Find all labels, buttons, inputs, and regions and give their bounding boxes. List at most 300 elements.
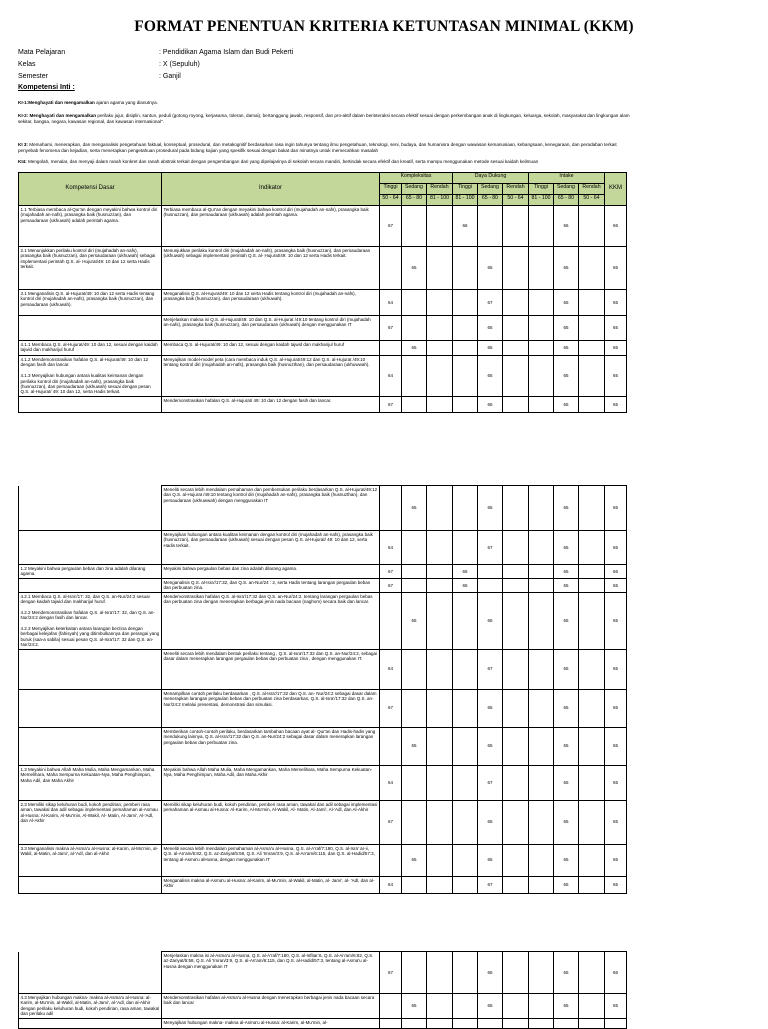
score-cell [579,727,605,765]
header-level: Rendah [427,184,453,195]
table-row [19,800,627,844]
kkm-table-section-2 [18,485,627,894]
score-cell [427,765,453,800]
score-cell [529,356,554,397]
score-cell [427,800,453,844]
score-cell: 65 [554,396,579,412]
score-cell [478,565,503,579]
score-cell [453,994,478,1019]
score-cell [503,531,529,565]
score-cell: 65 [554,727,579,765]
score-cell [529,341,554,356]
header-level: Tinggi [453,184,478,195]
kompetensi-inti-heading: Kompetensi Inti : [18,84,75,91]
score-cell: 65 [554,565,579,579]
score-cell [380,341,402,356]
score-cell [478,206,503,247]
score-cell: 65 [554,486,579,531]
score-cell [453,727,478,765]
score-cell [579,578,605,592]
score-cell [579,649,605,689]
header-range: 50 - 64 [380,195,402,206]
table-row [19,952,627,994]
score-cell: 65 [402,486,427,531]
score-cell: 65 [478,396,503,412]
score-cell [402,765,427,800]
score-cell [579,689,605,727]
score-cell: 65 [478,247,503,290]
kkm-table-section-1 [18,172,627,413]
score-cell [503,1018,529,1028]
header-range: 81 - 100 [453,195,478,206]
page-title: FORMAT PENENTUAN KRITERIA KETUNTASAN MINIMAL (KKM) [134,18,634,35]
kkm-value-cell: 66 [605,565,627,579]
score-cell: 67 [380,206,402,247]
kkm-value-cell: 65 [605,994,627,1019]
kkm-value-cell: 65 [605,341,627,356]
score-cell: 65 [402,844,427,876]
score-cell [453,341,478,356]
score-cell [503,800,529,844]
table-row [19,649,627,689]
meta-label: Mata Pelajaran [18,49,66,56]
score-cell: 64 [380,649,402,689]
header-group-daya-dukung: Daya Dukung [453,173,529,184]
score-cell [402,689,427,727]
kompetensi-dasar-cell: 3.1 Menganalisis Q.S. al-Hujurat/49: 10 dan 12 serta Hadis tentang kontrol diri (mujahadah an-nafs), prasangka baik (husnuzzan), dan persaudaraan (ukhuwah). [19,290,162,316]
kkm-table-section-3 [18,951,627,1029]
ki-head: KI-2: Menghayati dan mengamalkan [18,113,97,118]
meta-value: : Pendidikan Agama Islam dan Budi Pekerti [159,49,294,56]
score-cell [529,765,554,800]
score-cell: 65 [554,952,579,994]
score-cell: 67 [478,765,503,800]
score-cell [453,396,478,412]
header-level: Tinggi [529,184,554,195]
indikator-cell: Mendemonstrasikan hafalan Q.S. al-Isra'/17:32 dan Q.S. an-Nur/24:2, tentang larangan pergaulan bebas dan perbuatan zina dengan menerapkan berbagai jenis nada bacaan (naghom) secara baik dan lancar. [162,592,380,649]
score-cell [529,592,554,649]
score-cell [402,356,427,397]
score-cell [503,356,529,397]
ki-text: ajaran agama yang dianutnya. [94,100,158,105]
score-cell [503,765,529,800]
header-level: Tinggi [380,184,402,195]
header-range: 81 - 100 [529,195,554,206]
score-cell: 67 [380,952,402,994]
score-cell [453,952,478,994]
table-row [19,341,627,356]
score-cell [453,531,478,565]
score-cell [579,994,605,1019]
score-cell: 65 [554,800,579,844]
kkm-value-cell: 65 [605,531,627,565]
score-cell [402,578,427,592]
kompetensi-dasar-cell [19,952,162,994]
score-cell [402,290,427,316]
indikator-cell: Mendemonstrasikan hafalan al-Asma'u al-Husna dengan menerapkan berbagai jenis nada bacaan secara baik dan lancar [162,994,380,1019]
score-cell [529,247,554,290]
score-cell [427,247,453,290]
score-cell [503,649,529,689]
score-cell [453,316,478,341]
score-cell: 65 [402,341,427,356]
header-level: Rendah [579,184,605,195]
ki-head: KI 3: [18,142,28,147]
header-range: 50 - 64 [503,195,529,206]
score-cell [427,531,453,565]
score-cell: 65 [554,689,579,727]
score-cell [529,565,554,579]
indikator-cell: Meneliti secara lebih mendalam pemahaman dan pembentukan perilaku berdasarkan Q.S. al-Hujurat/49:12 dan Q.S. al-Hujurat /49:10 tentang kontrol diri (mujahadah an-nafs), prasangka baik (husnuzthan), dan persaudaraan (ukhuwwah) dengan menggunakan IT [162,486,380,531]
score-cell: 65 [402,994,427,1019]
score-cell: 67 [380,800,402,844]
indikator-cell: Meneliti secara lebih mendalam pemahaman al-Asma'u al-Husna, Q.S. al-A'raf/7:180, Q.S. al-Isra' ar-ii, Q.S. al-An'am/6:82, Q.S. az-Zariyat/5:58, Q.S. Ali 'Imran/3:9, Q.S. al-An'am/6:115, dan Q.S. al-Hadid/57:3, tentang al-Asma'u alHusna, dengan menggunakan IT [162,844,380,876]
score-cell: 65 [554,994,579,1019]
ki-1 [18,100,630,106]
indikator-cell: Menyajikan hubungan antara kualitas keimanan dengan kontrol diri (mujahadah an-nafs), prasangka baik (husnuzzan), dan persaudaraan (ukhuwah) sesuai dengan pesan Q.S. al-Hujurat/ 49: 10 dan 12, serta Hadis terkait. [162,531,380,565]
table-row [19,592,627,649]
table-row [19,316,627,341]
score-cell: 65 [478,316,503,341]
score-cell [402,952,427,994]
score-cell: 65 [554,876,579,893]
kompetensi-dasar-cell: 2.1 Menunjukkan perilaku kontrol diri (mujahadah an-nafs), prasangka baik (husnuzzan), dan persaudaraan (ukhuwah) sebagai implementasi perintah Q.S. al- Hujurat/49: 10 dan 12 serta Hadis terkait. [19,247,162,290]
indikator-cell: Menganalisis Q.S. al-Isra'/17:32, dan Q.S. an-Nur/24 : 2, serta Hadis tentang larangan pergaulan bebas dan perbuatan zina. [162,578,380,592]
score-cell [427,578,453,592]
indikator-cell: Meyakini bahwa Allah Maha Mulia, Maha Mengamankan, Maha Memelihara, Maha Sempurna Kekuatan-Nya, Maha Penghimpun, Maha Adil, dan Maha Akhir [162,765,380,800]
kompetensi-dasar-cell [19,396,162,412]
score-cell [529,486,554,531]
score-cell [503,578,529,592]
score-cell [529,952,554,994]
indikator-cell: Menganalisis Q.S. al-Hujurat/49: 10 dan 12 serta Hadis tentang kontrol diri (mujahadah an-nafs), prasangka baik (husnuzzan), dan persaudaraan (ukhuwah). [162,290,380,316]
header-range: 50 - 64 [579,195,605,206]
indikator-cell: Menunjukkan perilaku kontrol diri (mujahadah an-nafs), prasangka baik (husnuzzan), dan persaudaraan (ukhuwah) sebagai implementasi perintah Q.S. al- Hujurat/49: 10 dan 12 serta Hadis terkait. [162,247,380,290]
table-row [19,206,627,247]
score-cell [529,316,554,341]
header-indikator: Indikator [162,173,380,206]
score-cell [380,727,402,765]
score-cell [402,565,427,579]
kompetensi-dasar-cell: 4.1.2 Mendemonstrasikan hafalan Q.S. al-Hujurat/49: 10 dan 12 dengan fasih dan lancar. 4.1.3 Menyajikan hubungan antara kualitas keimanan dengan perilaku kontrol diri (mujahadah an-nafs), prasangka baik (husnuzzan), dan persaudaraan (ukhuwah) sesuai dengan pesan Q.S. al-Hujurat/ 49: 10 dan 12, serta Hadis terkait. [19,356,162,397]
score-cell [402,876,427,893]
score-cell [503,486,529,531]
meta-value: : X (Sepuluh) [159,61,200,68]
score-cell [503,247,529,290]
score-cell [402,800,427,844]
score-cell [478,1018,503,1028]
score-cell [402,1018,427,1028]
kkm-value-cell: 65 [605,396,627,412]
score-cell [503,592,529,649]
score-cell [427,290,453,316]
kompetensi-dasar-cell [19,727,162,765]
score-cell: 65 [554,247,579,290]
score-cell [453,844,478,876]
score-cell [579,247,605,290]
kompetensi-dasar-cell [19,1018,162,1028]
header-group-intake: Intake [529,173,605,184]
score-cell [529,876,554,893]
indikator-cell: Terbiasa membaca al-Qur'an dengan meyakini bahwa kontrol diri (mujahadah an-nafs), prasangka baik (husnuzzan), dan persaudaraan (ukhuwah) adalah perintah agama. [162,206,380,247]
indikator-cell: Menjelaskan makna isi Q.S. al-Hujurat/49: 10 dan Q.S. al-Hujurat /49:10 tentang kontrol diri (mujahadah an-nafs), prasangka baik (husnuzzan), dan persaudaraan (ukhuwah) dengan menggunakan IT [162,316,380,341]
kkm-value-cell: 65 [605,592,627,649]
score-cell: 65 [453,565,478,579]
kompetensi-dasar-cell [19,689,162,727]
kompetensi-dasar-cell: 1.2 Meyakini bahwa pergaulan bebas dan zina adalah dilarang agama. [19,565,162,579]
score-cell: 67 [380,578,402,592]
score-cell [402,396,427,412]
score-cell: 65 [554,356,579,397]
score-cell [427,994,453,1019]
header-range: 65 - 80 [478,195,503,206]
header-level: Sedang [402,184,427,195]
meta-value: : Ganjil [159,73,181,80]
score-cell [579,486,605,531]
header-range: 65 - 80 [554,195,579,206]
kompetensi-dasar-cell: 2.3 Memiliki sikap keluhuran budi, kokoh pendirian, pemberi rasa aman, tawakal dan adil sebagai implementasi pemahaman al-Asmau al-Husna: Al-Karim, Al-Mu'min, Al-Wakil, Al- Matin, Al-Jami', Al-'Adl, dan Al-Akhir [19,800,162,844]
score-cell [427,206,453,247]
score-cell: 65 [554,341,579,356]
score-cell [503,316,529,341]
table-row [19,356,627,397]
score-cell [453,1018,478,1028]
indikator-cell: Meyakini bahwa pergaulan bebas dan zina adalah dilarang agama. [162,565,380,579]
score-cell [579,800,605,844]
ki-4 [18,159,630,165]
score-cell [529,844,554,876]
kkm-value-cell: 65 [605,765,627,800]
indikator-cell: Menampilkan contoh perilaku berdasarkan , Q.S. al-Isra'/17:32 dan Q.S. an- Nur/24:2 sebagai dasar dalam menerapkan larangan pergaulan bebas dan perbuatan zina berdasarkan, Q.S. al-Isra'/17:32 dan Q.S. an-Nur/24:2 melalui presentasi, demonstrasi dan simulasi. [162,689,380,727]
score-cell: 65 [554,592,579,649]
header-level: Sedang [478,184,503,195]
score-cell: 65 [478,844,503,876]
score-cell [503,341,529,356]
score-cell [427,1018,453,1028]
score-cell [453,800,478,844]
score-cell [579,844,605,876]
table-row [19,486,627,531]
indikator-cell: Menyajikan model-model peta (cara membaca induk Q.S. al-Hujurat/49:12 dan Q.S. al-Hujurat /49:10 tentang kontrol diri (mujahadah an-nafs), prasangka baik (husnuzthan), dan persaudaraan (ukhuwwah). [162,356,380,397]
score-cell [380,247,402,290]
score-cell [503,844,529,876]
score-cell: 67 [380,565,402,579]
score-cell [478,578,503,592]
score-cell [453,649,478,689]
table-row [19,689,627,727]
kkm-value-cell: 65 [605,290,627,316]
score-cell [529,578,554,592]
score-cell [529,727,554,765]
score-cell [503,206,529,247]
score-cell [529,531,554,565]
score-cell [427,952,453,994]
kkm-value-cell [605,1018,627,1028]
kkm-value-cell: 65 [605,844,627,876]
table-row [19,396,627,412]
header-kompetensi-dasar: Kompetensi Dasar [19,173,162,206]
score-cell [380,592,402,649]
score-cell: 65 [478,952,503,994]
header-level: Rendah [503,184,529,195]
score-cell: 67 [478,290,503,316]
meta-label: Kelas [18,61,36,68]
score-cell [380,1018,402,1028]
score-cell: 65 [554,316,579,341]
score-cell [453,290,478,316]
score-cell [503,396,529,412]
kompetensi-dasar-cell: 3.3 Menganalisis makna al-Asma'u al-Husna: al-Karim, al-Mu'min, al-Wakil, al-Matin, al-Jami', al-'Adl, dan al-Akhir [19,844,162,876]
indikator-cell: Memberikan contoh-contoh perilaku, berdasarkan tambahan bacaan ayat al- Qur'an dan Hadis-hadis yang mendukung lainnya, Q.S. al-Isra'/17:32 dan Q.S. an-Nur/24:2 sebagai dasar dalam menerapkan larangan pergaulan bebas dan perbuatan zina. [162,727,380,765]
score-cell [380,486,402,531]
ki-text: perilaku jujur, disiplin, santun, peduli (gotong royong, kerjasama, toleran, damai), bertanggung jawab, responsif, dan pro-aktif dalam berinteraksi secara efektif sesuai dengan perkembangan anak di lingkungan, keluarga, sekolah, masyarakat dan lingkungan alam sekitar, bangsa, negara, kawasan regional, dan kawasan internasional". [18,113,630,124]
meta-label: Semester [18,73,48,80]
score-cell [453,689,478,727]
table-row [19,290,627,316]
header-range: 81 - 100 [427,195,453,206]
kompetensi-dasar-cell [19,578,162,592]
kkm-value-cell: 65 [605,247,627,290]
score-cell [453,247,478,290]
ki-3 [18,142,630,154]
score-cell [529,800,554,844]
ki-head: KI-1:Menghayati dan mengamalkan [18,100,95,105]
score-cell: 67 [380,689,402,727]
ki-text: Memahami, menerapkan, dan menganalisis pengetahuan faktual, konseptual, prosedural, dan metakognitif berdasarkan rasa ingin tahunya tentang ilmu pengetahuan, teknologi, seni, budaya, dan humaniora dengan wawasan kemanusiaan, kebangsaan, kenegaraan, dan peradaban terkait penyebab fenomena dan kejadian, serta menerapkan pengetahuan prosedural pada bidang kajian yang spesifik sesuai dengan bakat dan minatnya untuk memecahkan masalah [18,142,617,153]
indikator-cell: Menjelaskan makna isi al-Asma'u al-Husna, Q.S. al-A'raf/7:180, Q.S. al-Infitar:6, Q.S. al-An'am/6:82, Q.S. az-Zariyat/5:58, Q.S. Ali 'Imran/3:9, Q.S. al-An'am/6:115, dan Q.S. al-Hadid/57:3, tentang al-Asma'u al-Husna dengan menggunakan IT [162,952,380,994]
score-cell: 65 [554,765,579,800]
table-row [19,531,627,565]
score-cell [380,844,402,876]
table-row [19,565,627,579]
score-cell: 65 [402,592,427,649]
score-cell [579,290,605,316]
score-cell [427,689,453,727]
score-cell: 65 [478,800,503,844]
kompetensi-dasar-cell: 1.3 Meyakini bahwa Allah Maha Mulia, Maha Mengamankan, Maha Memelihara, Maha Sempurna Kekuatan-Nya, Maha Penghimpun, Maha Adil, dan Maha Akhir [19,765,162,800]
score-cell [579,356,605,397]
score-cell [529,689,554,727]
score-cell: 65 [554,531,579,565]
score-cell: 65 [478,486,503,531]
kkm-value-cell: 66 [605,952,627,994]
score-cell: 65 [478,341,503,356]
kompetensi-dasar-cell: 4.1.1 Membaca Q.S. al-Hujurat/49: 10 dan 12, sesuai dengan kaidah tajwid dan makharijul huruf [19,341,162,356]
kompetensi-dasar-cell: 4.3 Menyajikan hubungan makna- makna al-Asma'u al-Husna: al-Karim, al-Mu'min, al-Wakil, al-Matin, al-Jami', al-'Adl, dan al-Akhir dengan perilaku keluhuran budi, kokoh pendirian, rasa aman, tawakal dan perilaku adil [19,994,162,1019]
score-cell: 65 [478,727,503,765]
score-cell [427,341,453,356]
table-row [19,994,627,1019]
ki-2 [18,113,630,125]
score-cell [453,876,478,893]
indikator-cell: Memiliki sikap keluhuran budi, kokoh pendirian, pemberi rasa aman, tawakal dan adil sebagai implementasi pemahaman al-Asmau al-Husna: Al-Karim, Al-Mu'min, Al-Wakil, Al- Matin, Al-Jami', Al-'Adl, dan Al-Akhir [162,800,380,844]
kompetensi-dasar-cell [19,531,162,565]
indikator-cell: Menyajikan hubungan makna- makna al-Asma'u al-Husna: al-Karim, al-Mu'min, al- [162,1018,380,1028]
score-cell [402,316,427,341]
kkm-value-cell: 65 [605,876,627,893]
score-cell: 64 [380,765,402,800]
score-cell [427,876,453,893]
score-cell [579,396,605,412]
kkm-value-cell: 65 [605,316,627,341]
score-cell [380,994,402,1019]
score-cell [427,592,453,649]
score-cell [503,876,529,893]
kkm-value-cell: 66 [605,206,627,247]
score-cell: 65 [554,290,579,316]
indikator-cell: Mendemonstrasikan hafalan Q.S. al-Hujurat/ 49: 10 dan 12 dengan fasih dan lancar. [162,396,380,412]
kompetensi-dasar-cell: 1.1 Terbiasa membaca al-Qur'an dengan meyakini bahwa kontrol diri (mujahadah an-nafs), prasangka baik (husnuzzan), dan persaudaraan (ukhuwah) adalah perintah agama. [19,206,162,247]
score-cell [453,592,478,649]
kkm-value-cell: 65 [605,649,627,689]
kkm-value-cell: 65 [605,578,627,592]
kkm-value-cell: 65 [605,727,627,765]
score-cell [529,649,554,689]
score-cell [579,531,605,565]
score-cell: 67 [478,876,503,893]
score-cell [453,356,478,397]
score-cell: 65 [554,649,579,689]
score-cell [579,316,605,341]
kompetensi-dasar-cell: 4.2.1 Membaca Q.S. al-Isra'/17: 32, dan Q.S. an-Nur/24:2 sesuai dengan kaidah tajwid dan makharijul huruf. 4.2.2 Mendemonstrasikan hafalan Q.S. al-Isra'/17: 32, dan Q.S. an-Nur/24:2 dengan fasih dan lancar. 4.2.3 Menyajikan keterkaitan antara larangan berzina dengan berbagai kelejafan (fahisyah) yang ditimbulkannya dan perangai yang buruk (saa-a sabila) sesuai pesan Q.S. al-Isra'/17: 32 dan Q.S. an-Nur/24:2. [19,592,162,649]
score-cell [503,952,529,994]
score-cell [503,727,529,765]
table-row [19,247,627,290]
score-cell [529,206,554,247]
score-cell: 66 [453,206,478,247]
table-row [19,727,627,765]
ki-head: KI4: [18,159,27,164]
score-cell: 67 [478,649,503,689]
score-cell [427,727,453,765]
score-cell [402,531,427,565]
score-cell [529,396,554,412]
kkm-value-cell: 65 [605,356,627,397]
score-cell: 67 [380,396,402,412]
kkm-value-cell: 65 [605,800,627,844]
score-cell: 65 [554,844,579,876]
score-cell [579,952,605,994]
score-cell [402,649,427,689]
kompetensi-dasar-cell [19,316,162,341]
header-range: 65 - 80 [402,195,427,206]
score-cell [402,206,427,247]
kkm-value-cell: 65 [605,486,627,531]
header-level: Sedang [554,184,579,195]
indikator-cell: Membaca Q.S. al-Hujurat/49: 10 dan 12, sesuai dengan kaidah tajwid dan makharijul huruf [162,341,380,356]
table-row [19,876,627,893]
table-row [19,844,627,876]
score-cell [427,356,453,397]
score-cell: 65 [478,356,503,397]
score-cell [503,689,529,727]
score-cell [427,486,453,531]
score-cell: 64 [380,290,402,316]
score-cell [453,486,478,531]
score-cell [579,206,605,247]
score-cell: 67 [380,316,402,341]
kkm-value-cell: 65 [605,689,627,727]
score-cell [453,765,478,800]
score-cell [579,565,605,579]
score-cell: 64 [380,356,402,397]
score-cell: 67 [478,531,503,565]
score-cell [503,290,529,316]
score-cell [579,1018,605,1028]
score-cell: 65 [478,689,503,727]
score-cell: 65 [402,727,427,765]
score-cell [427,649,453,689]
